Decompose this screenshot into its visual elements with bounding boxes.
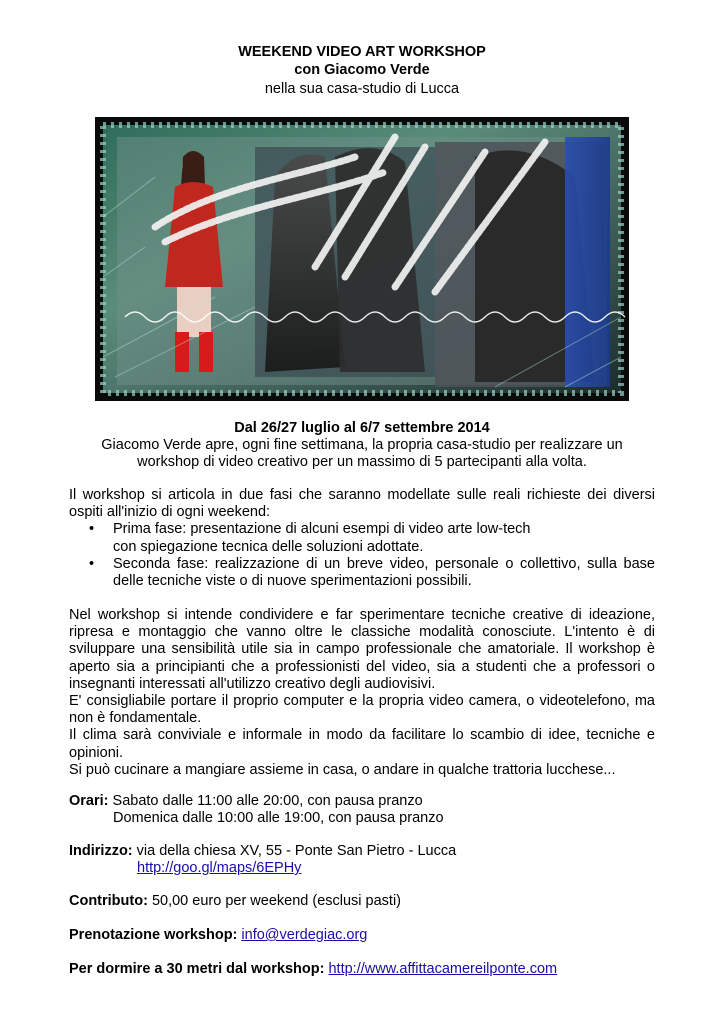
bullet-symbol: • [89,555,95,572]
bullet-symbol: • [89,521,95,538]
lodging-link[interactable]: http://www.affittacamereilponte.com [328,961,558,977]
intro-line-1: Giacomo Verde apre, ogni fine settimana, la propria casa-studio per realizzare un [101,437,623,453]
document-location: nella sua casa-studio di Lucca [264,81,460,97]
description-section [69,607,655,779]
fee-label: Contributo: [69,893,148,909]
description-paragraph: Il clima sarà conviviale e informale in modo da facilitare lo scambio di idee, tecniche e opinioni. [69,727,655,761]
workshop-poster-image [95,117,629,401]
booking-email-link[interactable]: info@verdegiac.org [241,927,368,943]
fee-value: 50,00 euro per weekend (esclusi pasti) [151,893,402,909]
phase-2-text: Seconda fase: realizzazione di un breve video, personale o collettivo, sulla base delle tecniche viste o di nuove sperimentazioni possibili. [113,555,655,590]
booking-row [69,927,367,944]
description-paragraph: E' consigliabile portare il proprio computer e la propria video camera, o videotelefono, ma non è fondamentale. [69,693,655,727]
phase-1-line-2: con spiegazione tecnica delle soluzioni adottate. [113,538,424,555]
schedule-saturday: Sabato dalle 11:00 alle 20:00, con pausa pranzo [112,793,423,809]
document-subtitle: con Giacomo Verde [294,62,430,78]
lodging-label: Per dormire a 30 metri dal workshop: [69,961,325,977]
fee-row [69,893,401,910]
map-link[interactable]: http://goo.gl/maps/6EPHy [137,860,302,876]
schedule-label: Orari: [69,793,109,809]
description-paragraph: Nel workshop si intende condividere e far sperimentare tecniche creative di ideazione, ripresa e montaggio che vanno oltre le classiche modalità conosciute. L'intento è di sviluppare una sensibilità utile sia in campo professionale che amatoriale. Il workshop è aperto sia a principianti che a professionisti del video, sia a studenti che a professori o insegnanti interessati all'utilizzo creativo degli audiovisivi. [69,607,655,692]
schedule-sunday: Domenica dalle 10:00 alle 19:00, con pausa pranzo [113,810,444,826]
schedule-saturday-row [69,793,423,810]
booking-label: Prenotazione workshop: [69,927,238,943]
address-row [69,843,456,860]
lodging-row [69,961,557,978]
list-item [69,521,655,555]
phase-1-line-1: Prima fase: presentazione di alcuni esempi di video arte low-tech [113,521,531,538]
intro-line-2: workshop di video creativo per un massimo di 5 partecipanti alla volta. [137,454,587,470]
description-paragraph: Si può cucinare a mangiare assieme in casa, o andare in qualche trattoria lucchese... [69,761,616,778]
address-value: via della chiesa XV, 55 - Ponte San Pietro - Lucca [136,843,457,859]
list-item [69,556,655,590]
address-label: Indirizzo: [69,843,133,859]
workshop-dates: Dal 26/27 luglio al 6/7 settembre 2014 [234,420,490,436]
phases-section [69,487,655,590]
phases-intro: Il workshop si articola in due fasi che saranno modellate sulle reali richieste dei diversi ospiti all'inizio di ogni weekend: [69,487,655,521]
document-title: WEEKEND VIDEO ART WORKSHOP [238,44,486,60]
